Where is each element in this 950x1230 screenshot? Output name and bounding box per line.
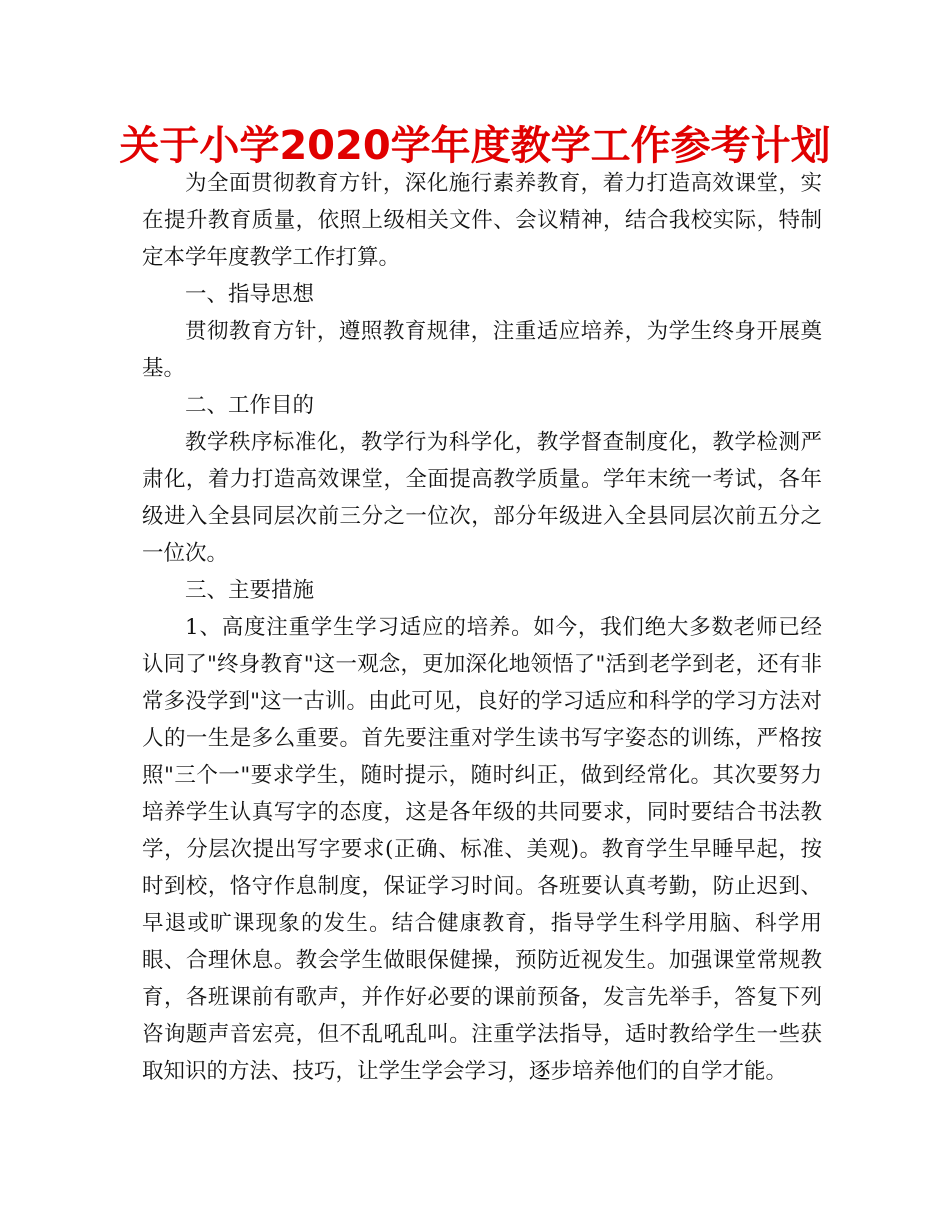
section-heading-main-measures: 三、主要措施	[185, 578, 315, 603]
document-title: 关于小学2020学年度教学工作参考计划	[119, 123, 831, 169]
work-goals-paragraph: 教学秩序标准化，教学行为科学化，教学督查制度化，教学检测严肃化，着力打造高效课堂，全面提高教学质量。学年末统一考试，各年级进入全县同层次前三分之一位次，部分年级进入全县同层次前五分之一位次。	[142, 430, 822, 566]
document-body	[142, 165, 822, 1090]
section-heading-guiding-thought: 一、指导思想	[185, 282, 315, 307]
measure-1-paragraph: 1、高度注重学生学习适应的培养。如今，我们绝大多数老师已经认同了"终身教育"这一观念，更加深化地领悟了"活到老学到老，还有非常多没学到"这一古训。由此可见，良好的学习适应和科学的学习方法对人的一生是多么重要。首先要注重对学生读书写字姿态的训练，严格按照"三个一"要求学生，随时提示，随时纠正，做到经常化。其次要努力培养学生认真写字的态度，这是各年级的共同要求，同时要结合书法教学，分层次提出写字要求(正确、标准、美观)。教育学生早睡早起，按时到校，恪守作息制度，保证学习时间。各班要认真考勤，防止迟到、早退或旷课现象的发生。结合健康教育，指导学生科学用脑、科学用眼、合理休息。教会学生做眼保健操，预防近视发生。加强课堂常规教育，各班课前有歌声，并作好必要的课前预备，发言先举手，答复下列咨询题声音宏亮，但不乱吼乱叫。注重学法指导，适时教给学生一些获取知识的方法、技巧，让学生学会学习，逐步培养他们的自学才能。	[142, 615, 822, 1084]
intro-paragraph: 为全面贯彻教育方针，深化施行素养教育，着力打造高效课堂，实在提升教育质量，依照上级相关文件、会议精神，结合我校实际，特制定本学年度教学工作打算。	[142, 171, 822, 270]
guiding-thought-paragraph: 贯彻教育方针，遵照教育规律，注重适应培养，为学生终身开展奠基。	[142, 319, 822, 381]
section-heading-work-goals: 二、工作目的	[185, 393, 315, 418]
